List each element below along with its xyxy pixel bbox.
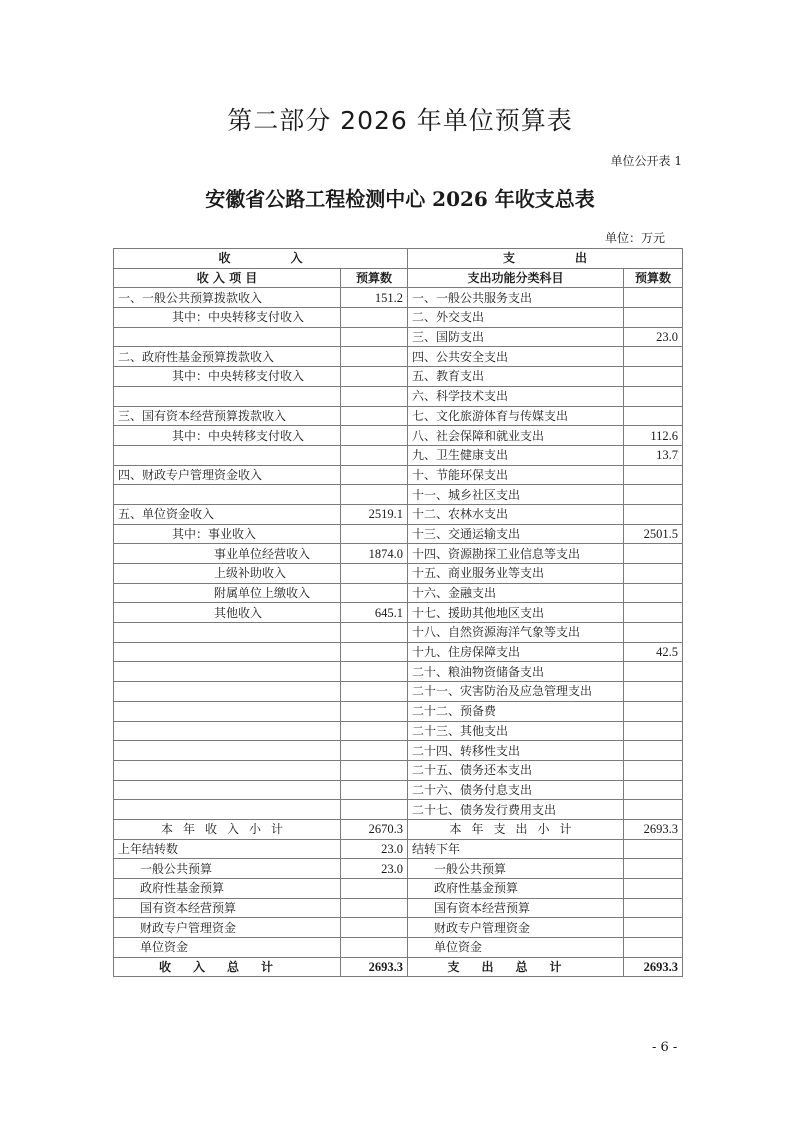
carryover-income-item: 单位资金 (114, 938, 341, 958)
income-amount (341, 406, 408, 426)
income-item: 事业单位经营收入 (114, 544, 341, 564)
table-row (114, 347, 683, 367)
expense-subtotal-amount: 2693.3 (624, 819, 683, 839)
table-row (114, 406, 683, 426)
table-row (114, 367, 683, 387)
expense-item: 五、教育支出 (408, 367, 624, 387)
table-row (114, 701, 683, 721)
expense-item: 二十三、其他支出 (408, 721, 624, 741)
expense-item: 十九、住房保障支出 (408, 642, 624, 662)
expense-item: 八、社会保障和就业支出 (408, 426, 624, 446)
income-amount-header: 预算数 (341, 268, 408, 288)
table-row (114, 760, 683, 780)
carryover-row (114, 938, 683, 958)
income-item: 其中：中央转移支付收入 (114, 367, 341, 387)
expense-item: 二十二、预备费 (408, 701, 624, 721)
table-row (114, 583, 683, 603)
table-row (114, 741, 683, 761)
table-row (114, 426, 683, 446)
income-amount (341, 780, 408, 800)
expense-amount (624, 406, 683, 426)
table-row (114, 564, 683, 584)
income-amount (341, 760, 408, 780)
carryover-income-item: 财政专户管理资金 (114, 918, 341, 938)
income-subtotal-amount: 2670.3 (341, 819, 408, 839)
carryover-income-item: 一般公共预算 (114, 859, 341, 879)
income-subtotal-label: 本年收入小计 (114, 819, 341, 839)
expense-item: 二十四、转移性支出 (408, 741, 624, 761)
income-amount (341, 682, 408, 702)
expense-item: 二十五、债务还本支出 (408, 760, 624, 780)
table-row (114, 642, 683, 662)
table-row (114, 308, 683, 328)
expense-item-header: 支出功能分类科目 (408, 268, 624, 288)
income-amount: 1874.0 (341, 544, 408, 564)
expense-item: 四、公共安全支出 (408, 347, 624, 367)
income-item (114, 741, 341, 761)
table-row (114, 662, 683, 682)
expense-amount (624, 741, 683, 761)
expense-amount (624, 288, 683, 308)
income-item (114, 386, 341, 406)
income-item: 其中：事业收入 (114, 524, 341, 544)
table-row (114, 504, 683, 524)
expense-item: 十六、金融支出 (408, 583, 624, 603)
carryover-row (114, 859, 683, 879)
expense-item: 二十七、债务发行费用支出 (408, 800, 624, 820)
expense-amount (624, 347, 683, 367)
income-item: 二、政府性基金预算拨款收入 (114, 347, 341, 367)
carryover-row (114, 898, 683, 918)
income-amount (341, 347, 408, 367)
expense-amount (624, 760, 683, 780)
page-number: - 6 - (652, 1040, 678, 1055)
carryover-income-item: 国有资本经营预算 (114, 898, 341, 918)
income-item (114, 721, 341, 741)
income-amount (341, 721, 408, 741)
table-row (114, 386, 683, 406)
income-section-header: 收 入 (114, 249, 408, 269)
expense-item: 一、一般公共服务支出 (408, 288, 624, 308)
table-row (114, 800, 683, 820)
carryover-income-amount: 23.0 (341, 839, 408, 859)
income-total-label: 收入总计 (114, 957, 341, 977)
expense-item: 九、卫生健康支出 (408, 445, 624, 465)
income-item (114, 623, 341, 643)
expense-amount: 23.0 (624, 327, 683, 347)
carryover-income-amount (341, 918, 408, 938)
income-item: 附属单位上缴收入 (114, 583, 341, 603)
expense-amount (624, 367, 683, 387)
expense-item: 七、文化旅游体育与传媒支出 (408, 406, 624, 426)
income-amount (341, 327, 408, 347)
income-amount (341, 564, 408, 584)
expense-amount (624, 682, 683, 702)
expense-amount: 42.5 (624, 642, 683, 662)
carryover-expense-amount (624, 879, 683, 899)
income-item (114, 780, 341, 800)
expense-amount (624, 583, 683, 603)
table-row (114, 603, 683, 623)
part-title: 第二部分 2026 年单位预算表 (227, 106, 573, 135)
expense-item: 十八、自然资源海洋气象等支出 (408, 623, 624, 643)
expense-amount (624, 485, 683, 505)
income-amount (341, 662, 408, 682)
income-amount (341, 623, 408, 643)
expense-amount (624, 721, 683, 741)
expense-item: 三、国防支出 (408, 327, 624, 347)
total-row (114, 957, 683, 977)
expense-item: 十三、交通运输支出 (408, 524, 624, 544)
carryover-expense-amount (624, 859, 683, 879)
expense-amount (624, 308, 683, 328)
expense-amount (624, 780, 683, 800)
income-item (114, 662, 341, 682)
expense-amount (624, 564, 683, 584)
table-row (114, 623, 683, 643)
income-item (114, 445, 341, 465)
carryover-income-amount (341, 938, 408, 958)
table-row (114, 327, 683, 347)
income-amount (341, 386, 408, 406)
carryover-income-amount (341, 898, 408, 918)
expense-amount-header: 预算数 (624, 268, 683, 288)
expense-item: 十四、资源勘探工业信息等支出 (408, 544, 624, 564)
expense-amount (624, 504, 683, 524)
expense-amount (624, 465, 683, 485)
expense-amount (624, 662, 683, 682)
column-header-row (114, 268, 683, 288)
income-amount (341, 308, 408, 328)
expense-item: 六、科学技术支出 (408, 386, 624, 406)
income-amount (341, 445, 408, 465)
expense-amount: 112.6 (624, 426, 683, 446)
expense-item: 十、节能环保支出 (408, 465, 624, 485)
expense-item: 二十六、债务付息支出 (408, 780, 624, 800)
expense-amount (624, 603, 683, 623)
carryover-expense-amount (624, 938, 683, 958)
table-row (114, 288, 683, 308)
income-amount (341, 583, 408, 603)
income-amount: 151.2 (341, 288, 408, 308)
expense-amount (624, 386, 683, 406)
unit-label: 单位：万元 (604, 231, 665, 245)
carryover-income-amount (341, 879, 408, 899)
expense-amount (624, 544, 683, 564)
subtotal-row (114, 819, 683, 839)
expense-section-header: 支 出 (408, 249, 683, 269)
income-amount (341, 524, 408, 544)
carryover-expense-item: 国有资本经营预算 (408, 898, 624, 918)
income-amount (341, 800, 408, 820)
income-amount (341, 465, 408, 485)
income-amount (341, 485, 408, 505)
income-item (114, 682, 341, 702)
carryover-expense-item: 一般公共预算 (408, 859, 624, 879)
carryover-expense-item: 结转下年 (408, 839, 624, 859)
income-item: 上级补助收入 (114, 564, 341, 584)
income-item: 其中：中央转移支付收入 (114, 426, 341, 446)
expense-item: 二、外交支出 (408, 308, 624, 328)
expense-amount (624, 800, 683, 820)
income-total-amount: 2693.3 (341, 957, 408, 977)
income-amount (341, 642, 408, 662)
carryover-expense-item: 单位资金 (408, 938, 624, 958)
form-number: 单位公开表 1 (610, 154, 682, 168)
table-row (114, 780, 683, 800)
income-amount (341, 741, 408, 761)
budget-summary-table (113, 248, 683, 977)
income-amount (341, 426, 408, 446)
table-row (114, 682, 683, 702)
income-item: 三、国有资本经营预算拨款收入 (114, 406, 341, 426)
table-row (114, 544, 683, 564)
table-row (114, 524, 683, 544)
income-amount (341, 701, 408, 721)
table-row (114, 485, 683, 505)
carryover-expense-amount (624, 839, 683, 859)
table-row (114, 445, 683, 465)
section-header-row (114, 249, 683, 269)
carryover-income-item: 政府性基金预算 (114, 879, 341, 899)
expense-amount: 13.7 (624, 445, 683, 465)
carryover-income-amount: 23.0 (341, 859, 408, 879)
document-title: 安徽省公路工程检测中心 2026 年收支总表 (205, 187, 595, 211)
carryover-row (114, 918, 683, 938)
carryover-expense-item: 政府性基金预算 (408, 879, 624, 899)
carryover-expense-item: 财政专户管理资金 (408, 918, 624, 938)
income-item (114, 800, 341, 820)
income-item: 其中：中央转移支付收入 (114, 308, 341, 328)
income-item (114, 327, 341, 347)
expense-total-amount: 2693.3 (624, 957, 683, 977)
carryover-expense-amount (624, 918, 683, 938)
expense-item: 二十一、灾害防治及应急管理支出 (408, 682, 624, 702)
income-amount: 645.1 (341, 603, 408, 623)
income-item: 五、单位资金收入 (114, 504, 341, 524)
income-item: 其他收入 (114, 603, 341, 623)
income-item: 一、一般公共预算拨款收入 (114, 288, 341, 308)
table-row (114, 465, 683, 485)
income-amount (341, 367, 408, 387)
income-amount: 2519.1 (341, 504, 408, 524)
income-item (114, 760, 341, 780)
income-item-header: 收 入 项 目 (114, 268, 341, 288)
income-item: 四、财政专户管理资金收入 (114, 465, 341, 485)
expense-amount: 2501.5 (624, 524, 683, 544)
expense-amount (624, 701, 683, 721)
table-row (114, 721, 683, 741)
expense-total-label: 支出总计 (408, 957, 624, 977)
expense-item: 十七、援助其他地区支出 (408, 603, 624, 623)
income-item (114, 642, 341, 662)
income-item (114, 701, 341, 721)
income-item (114, 485, 341, 505)
carryover-row (114, 839, 683, 859)
expense-item: 二十、粮油物资储备支出 (408, 662, 624, 682)
carryover-row (114, 879, 683, 899)
carryover-income-item: 上年结转数 (114, 839, 341, 859)
expense-item: 十五、商业服务业等支出 (408, 564, 624, 584)
carryover-expense-amount (624, 898, 683, 918)
expense-subtotal-label: 本年支出小计 (408, 819, 624, 839)
expense-item: 十一、城乡社区支出 (408, 485, 624, 505)
expense-amount (624, 623, 683, 643)
expense-item: 十二、农林水支出 (408, 504, 624, 524)
